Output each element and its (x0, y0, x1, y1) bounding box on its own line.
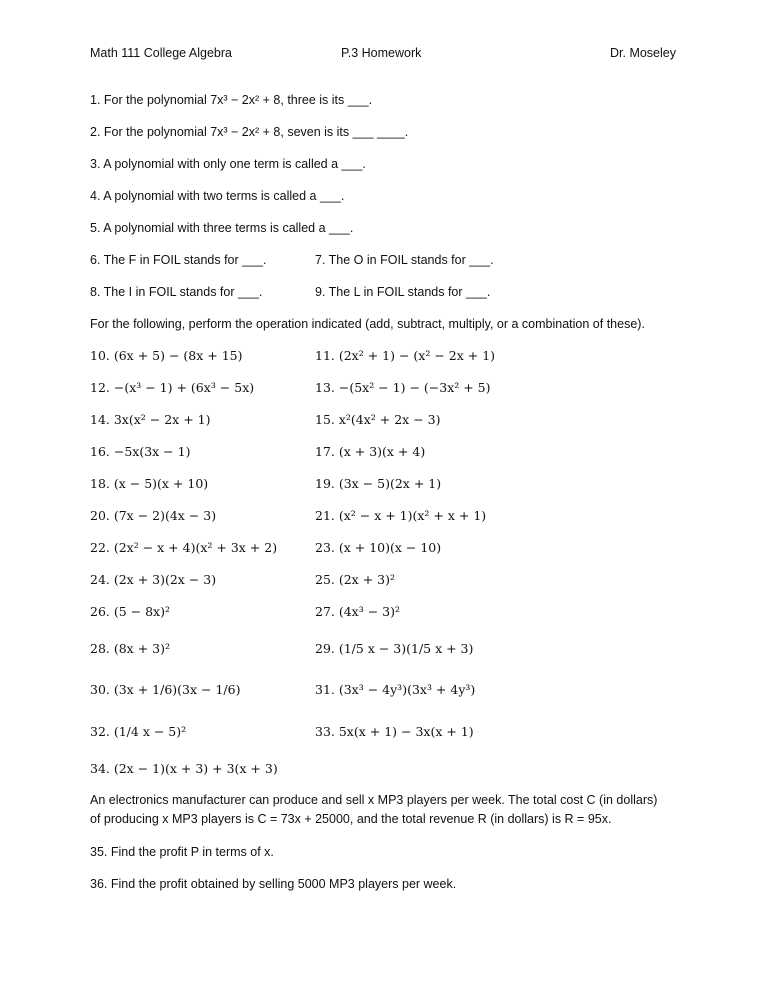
question-3: 3. A polynomial with only one term is called a ___. (90, 157, 366, 171)
problem-10: 10. (6x + 5) − (8x + 15) (90, 348, 243, 363)
question-35: 35. Find the profit P in terms of x. (90, 845, 274, 859)
problem-31: 31. (3x³ − 4y³)(3x³ + 4y³) (315, 682, 476, 697)
problem-32: 32. (1/4 x − 5)² (90, 724, 187, 739)
problem-21: 21. (x² − x + 1)(x² + x + 1) (315, 508, 487, 523)
question-4: 4. A polynomial with two terms is called a ___. (90, 189, 345, 203)
problem-15: 15. x²(4x² + 2x − 3) (315, 412, 441, 427)
problem-26: 26. (5 − 8x)² (90, 604, 170, 619)
assignment-title: P.3 Homework (341, 46, 422, 60)
problem-19: 19. (3x − 5)(2x + 1) (315, 476, 442, 491)
problem-12: 12. −(x³ − 1) + (6x³ − 5x) (90, 380, 255, 395)
problem-13: 13. −(5x² − 1) − (−3x² + 5) (315, 380, 491, 395)
problem-11: 11. (2x² + 1) − (x² − 2x + 1) (315, 348, 496, 363)
problem-30: 30. (3x + 1/6)(3x − 1/6) (90, 682, 241, 697)
problem-18: 18. (x − 5)(x + 10) (90, 476, 209, 491)
instructions: For the following, perform the operation indicated (add, subtract, multiply, or a combination of these). (90, 317, 645, 331)
instructor-name: Dr. Moseley (610, 46, 676, 60)
problem-25: 25. (2x + 3)² (315, 572, 395, 587)
question-9: 9. The L in FOIL stands for ___. (315, 285, 491, 299)
problem-24: 24. (2x + 3)(2x − 3) (90, 572, 217, 587)
problem-33: 33. 5x(x + 1) − 3x(x + 1) (315, 724, 474, 739)
problem-22: 22. (2x² − x + 4)(x² + 3x + 2) (90, 540, 278, 555)
problem-29: 29. (1/5 x − 3)(1/5 x + 3) (315, 641, 474, 656)
question-2: 2. For the polynomial 7x³ − 2x² + 8, seven is its ___ ____. (90, 125, 409, 139)
question-36: 36. Find the profit obtained by selling 5000 MP3 players per week. (90, 877, 457, 891)
course-title: Math 111 College Algebra (90, 46, 232, 60)
question-8: 8. The I in FOIL stands for ___. (90, 285, 263, 299)
problem-14: 14. 3x(x² − 2x + 1) (90, 412, 211, 427)
question-7: 7. The O in FOIL stands for ___. (315, 253, 494, 267)
question-5: 5. A polynomial with three terms is called a ___. (90, 221, 354, 235)
problem-28: 28. (8x + 3)² (90, 641, 170, 656)
problem-27: 27. (4x³ − 3)² (315, 604, 401, 619)
question-1: 1. For the polynomial 7x³ − 2x² + 8, three is its ___. (90, 93, 373, 107)
problem-20: 20. (7x − 2)(4x − 3) (90, 508, 217, 523)
word-problem-line-1: An electronics manufacturer can produce and sell x MP3 players per week. The total cost C (in dollars) (90, 793, 658, 807)
problem-23: 23. (x + 10)(x − 10) (315, 540, 442, 555)
problem-34: 34. (2x − 1)(x + 3) + 3(x + 3) (90, 761, 278, 776)
problem-17: 17. (x + 3)(x + 4) (315, 444, 426, 459)
word-problem-line-2: of producing x MP3 players is C = 73x + 25000, and the total revenue R (in dollars) is R = 95x. (90, 812, 612, 826)
question-6: 6. The F in FOIL stands for ___. (90, 253, 267, 267)
problem-16: 16. −5x(3x − 1) (90, 444, 191, 459)
